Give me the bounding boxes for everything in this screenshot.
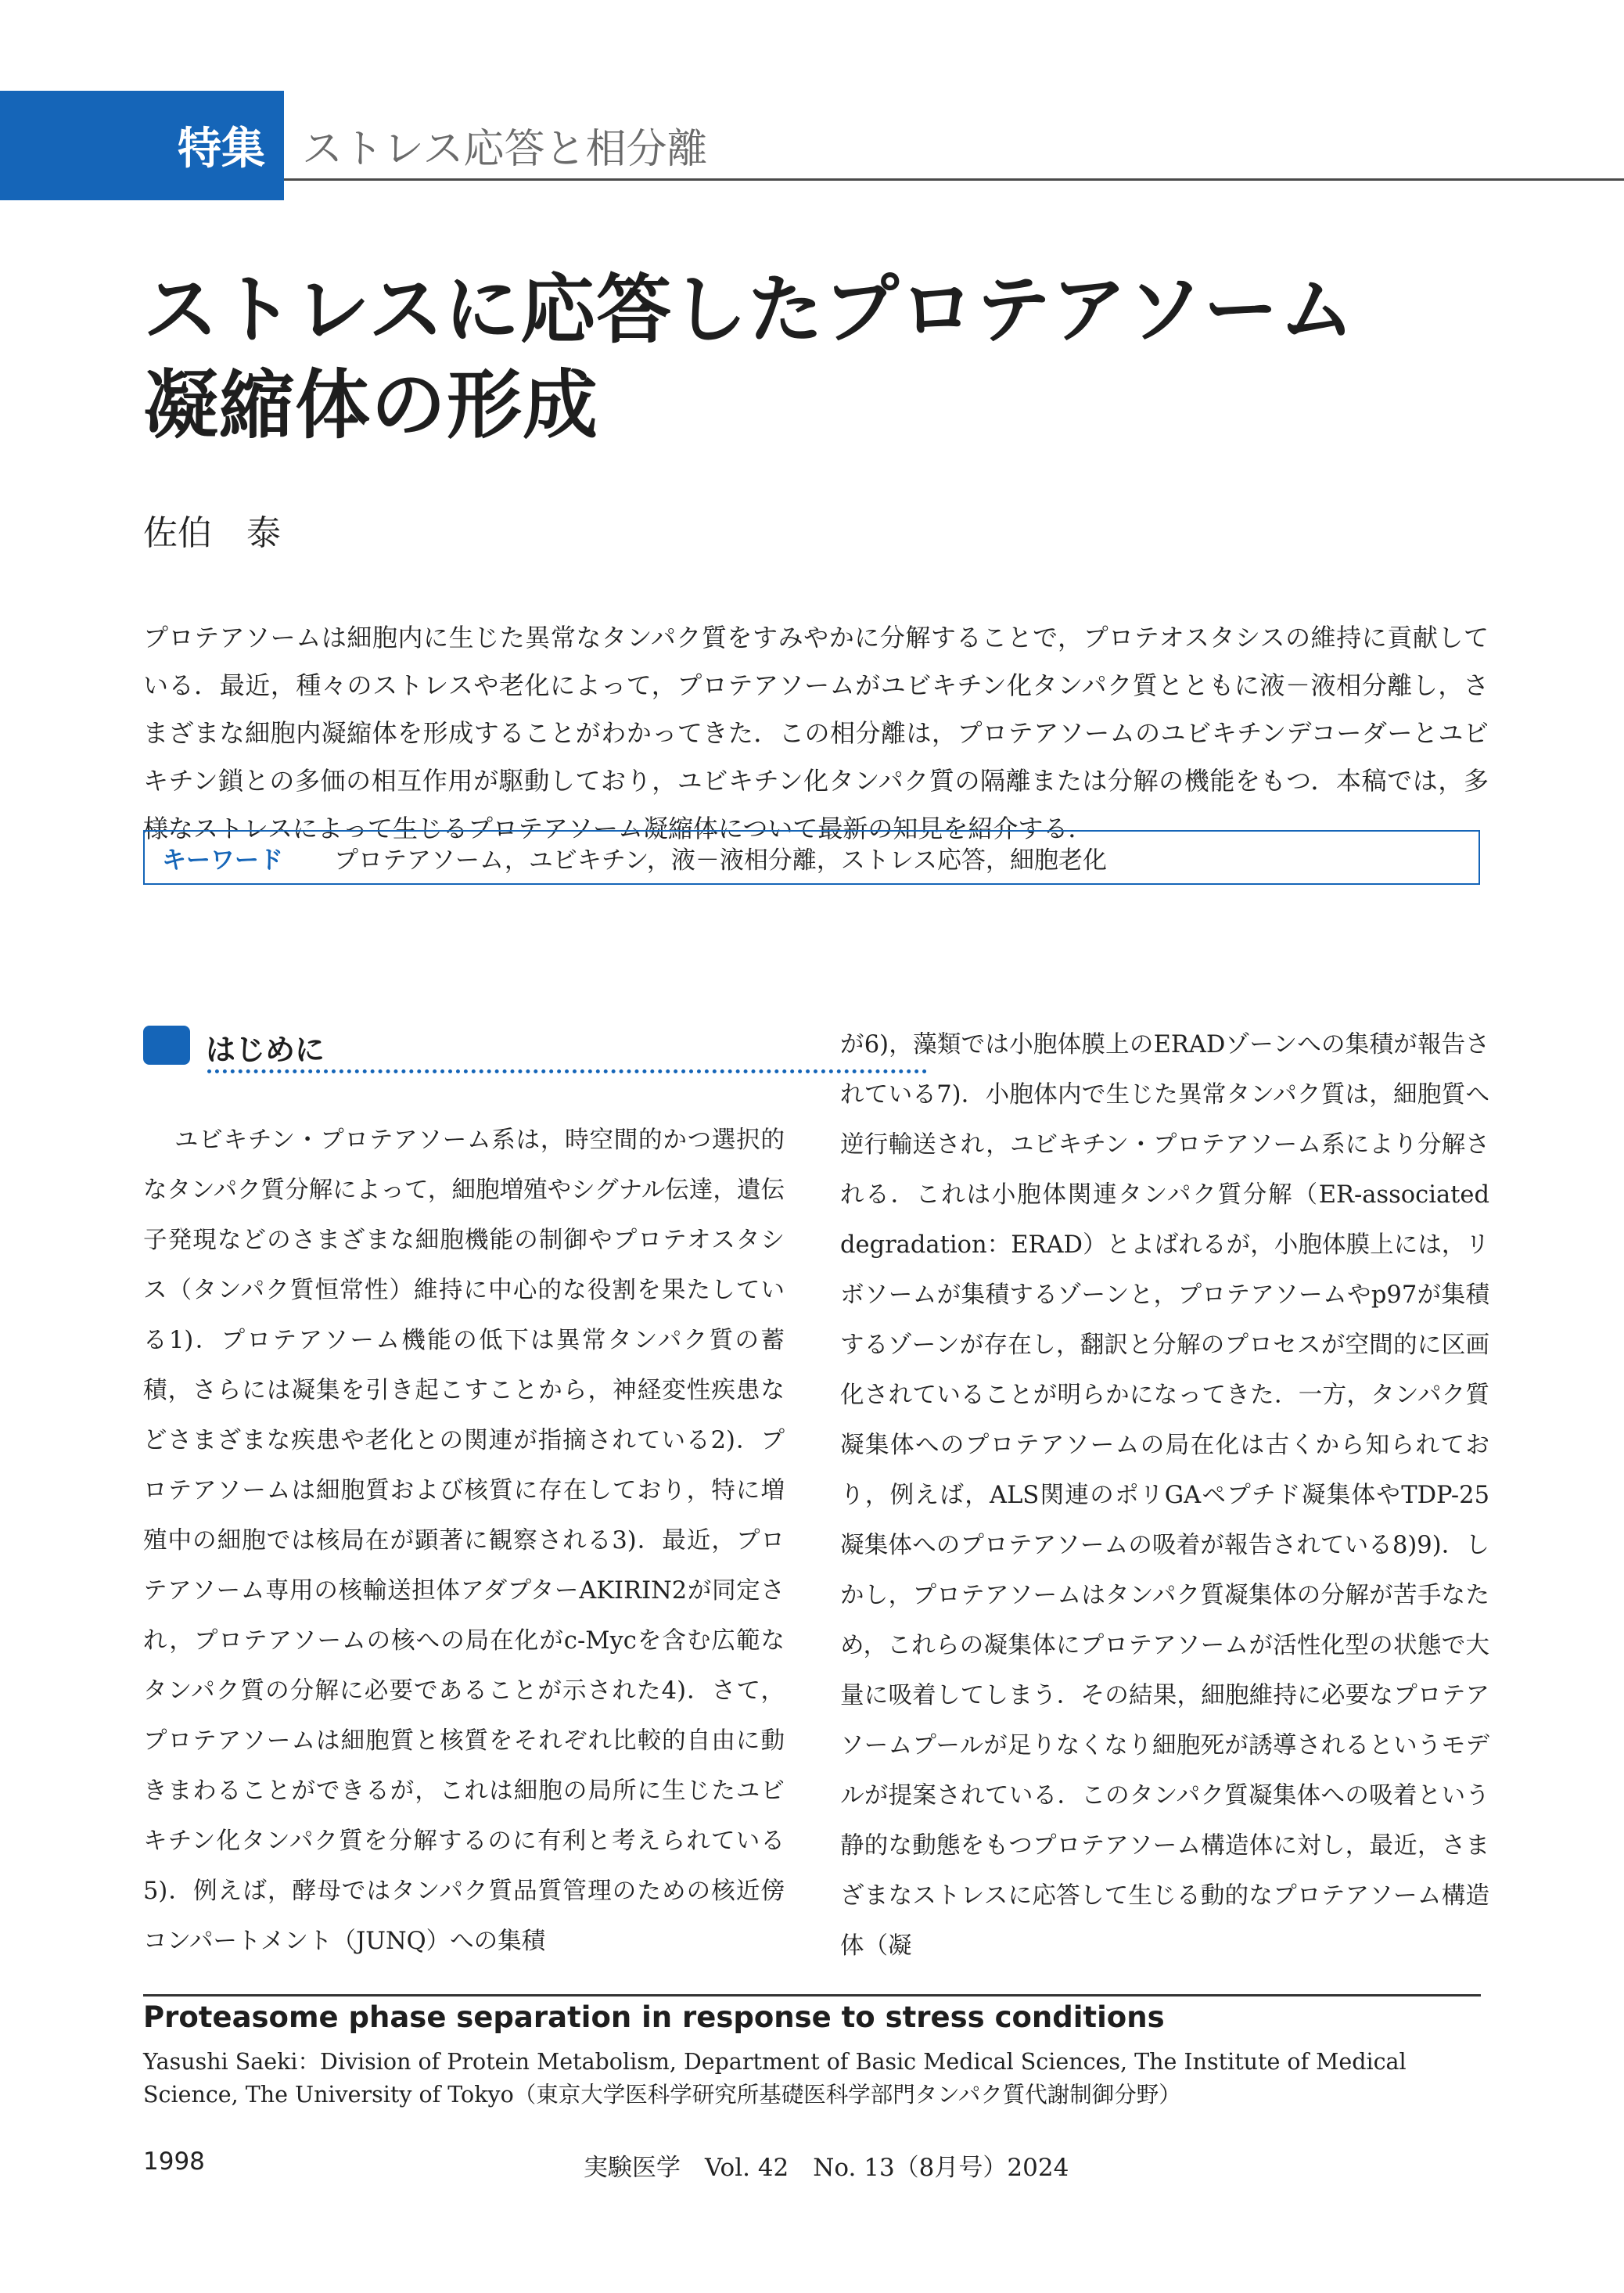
body-column-left	[143, 1116, 785, 1967]
author-name: 佐伯 泰	[143, 513, 281, 553]
section-heading	[143, 1023, 785, 1069]
body-text-left: ユビキチン・プロテアソーム系は，時空間的かつ選択的なタンパク質分解によって，細胞増殖やシグナル伝達，遺伝子発現などのさまざまな細胞機能の制御やプロテオスタシス（タンパク質恒常性）維持に中心的な役割を果たしている1)．プロテアソーム機能の低下は異常タンパク質の蓄積，さらには凝集を引き起こすことから，神経変性疾患などさまざまな疾患や老化との関連が指摘されている2)．プロテアソームは細胞質および核質に存在しており，特に増殖中の細胞では核局在が顕著に観察される3)．最近，プロテアソーム専用の核輸送担体アダプターAKIRIN2が同定され，プロテアソームの核への局在化がc-Mycを含む広範なタンパク質の分解に必要であることが示された4)．さて，プロテアソームは細胞質と核質をそれぞれ比較的自由に動きまわることができるが，これは細胞の局所に生じたユビキチン化タンパク質を分解するのに有利と考えられている5)．例えば，酵母ではタンパク質品質管理のための核近傍コンパートメント（JUNQ）への集積	[143, 1127, 785, 1955]
header-tag-band	[0, 91, 284, 200]
header-tag: 特集	[178, 124, 265, 174]
journal-citation: 実験医学 Vol. 42 No. 13（8月号）2024	[584, 2154, 1069, 2182]
header-rule	[284, 178, 1624, 181]
article-title-line1: ストレスに応答したプロテアソーム	[143, 266, 1356, 354]
section-dotted-rule	[207, 1069, 927, 1073]
keywords-label: キーワード	[162, 846, 283, 875]
keywords-box	[143, 830, 1480, 885]
page-number: 1998	[143, 2147, 205, 2176]
article-title	[143, 262, 1520, 453]
article-title-line2: 凝縮体の形成	[143, 361, 598, 449]
author-affiliation: Yasushi Saeki：Division of Protein Metabolism, Department of Basic Medical Sciences, The Institute of Medical Science, The University of Tokyo（東京大学医科学研究所基礎医科学部門タンパク質代謝制御分野）	[143, 2049, 1407, 2108]
english-title: Proteasome phase separation in response to stress conditions	[143, 2000, 1165, 2034]
footer-rule	[143, 1994, 1481, 1996]
section-title: はじめに	[206, 1033, 325, 1067]
abstract: プロテアソームは細胞内に生じた異常なタンパク質をすみやかに分解することで，プロテオスタシスの維持に貢献している．最近，種々のストレスや老化によって，プロテアソームがユビキチン化タンパク質とともに液－液相分離し，さまざまな細胞内凝縮体を形成することがわかってきた．この相分離は，プロテアソームのユビキチンデコーダーとユビキチン鎖との多価の相互作用が駆動しており，ユビキチン化タンパク質の隔離または分解の機能をもつ．本稿では，多様なストレスによって生じるプロテアソーム凝縮体について最新の知見を紹介する．	[143, 623, 1489, 843]
section-marker-icon	[143, 1026, 190, 1065]
header-series-title: ストレス応答と相分離	[302, 126, 708, 173]
body-column-right	[840, 1020, 1489, 1971]
keywords-text: プロテアソーム，ユビキチン，液－液相分離，ストレス応答，細胞老化	[334, 846, 1107, 875]
body-text-right: が6)，藻類では小胞体膜上のERADゾーンへの集積が報告されている7)．小胞体内で生じた異常タンパク質は，細胞質へ逆行輸送され，ユビキチン・プロテアソーム系により分解される．これは小胞体関連タンパク質分解（ER-associated degradation：ERAD）とよばれるが，小胞体膜上には，リボソームが集積するゾーンと，プロテアソームやp97が集積するゾーンが存在し，翻訳と分解のプロセスが空間的に区画化されていることが明らかになってきた．一方，タンパク質凝集体へのプロテアソームの局在化は古くから知られており，例えば，ALS関連のポリGAペプチド凝集体やTDP-25凝集体へのプロテアソームの吸着が報告されている8)9)．しかし，プロテアソームはタンパク質凝集体の分解が苦手なため，これらの凝集体にプロテアソームが活性化型の状態で大量に吸着してしまう．その結果，細胞維持に必要なプロテアソームプールが足りなくなり細胞死が誘導されるというモデルが提案されている．このタンパク質凝集体への吸着という静的な動態をもつプロテアソーム構造体に対し，最近，さまざまなストレスに応答して生じる動的なプロテアソーム構造体（凝	[840, 1031, 1489, 1960]
